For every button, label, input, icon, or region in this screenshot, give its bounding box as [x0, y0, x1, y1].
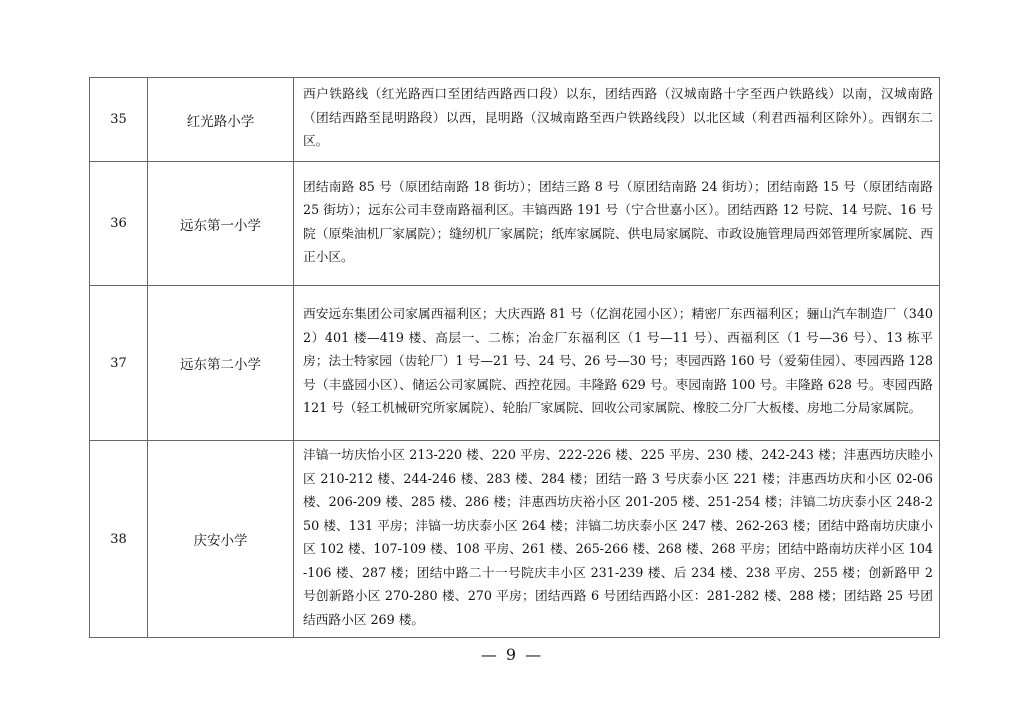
table-row [90, 78, 940, 162]
school-zone-table [89, 77, 940, 638]
zone-area-cell: 西户铁路线（红光路西口至团结西路西口段）以东，团结西路（汉城南路十字至西户铁路线）以南，汉城南路（团结西路至昆明路段）以西，昆明路（汉城南路至西户铁路线段）以北区域（利君西福利区除外）。西钢东二区。 [294, 78, 940, 162]
row-number-cell: 35 [90, 78, 148, 162]
zone-area-cell: 团结南路 85 号（原团结南路 18 街坊）；团结三路 8 号（原团结南路 24 街坊）；团结南路 15 号（原团结南路 25 街坊）；远东公司丰登南路福利区。丰镐西路 191 号（宁合世嘉小区）。团结西路 12 号院、14 号院、16 号院（原柴油机厂家属院）；缝纫机厂家属院；纸库家属院、供电局家属院、市政设施管理局西郊管理所家属院、西正小区。 [294, 162, 940, 286]
zone-area-cell: 沣镐一坊庆怡小区 213-220 楼、220 平房、222-226 楼、225 平房、230 楼、242-243 楼；沣惠西坊庆睦小区 210-212 楼、244-246 楼、283 楼、284 楼；团结一路 3 号庆泰小区 221 楼；沣惠西坊庆和小区 02-06 楼、206-209 楼、285 楼、286 楼；沣惠西坊庆裕小区 201-205 楼、251-254 楼；沣镐二坊庆泰小区 248-250 楼、131 平房；沣镐一坊庆泰小区 264 楼；沣镐二坊庆泰小区 247 楼、262-263 楼；团结中路南坊庆康小区 102 楼、107-109 楼、108 平房、261 楼、265-266 楼、268 楼、268 平房；团结中路南坊庆祥小区 104-106 楼、287 楼；团结中路二十一号院庆丰小区 231-239 楼、后 234 楼、238 平房、255 楼；创新路甲 2 号创新路小区 270-280 楼、270 平房；团结西路 6 号团结西路小区：281-282 楼、288 楼；团结路 25 号团结西路小区 269 楼。 [294, 441, 940, 638]
row-number-cell: 37 [90, 286, 148, 441]
school-name-cell: 远东第一小学 [148, 162, 294, 286]
table-row [90, 286, 940, 441]
row-number-cell: 38 [90, 441, 148, 638]
page-number: — 9 — [480, 645, 544, 664]
school-name-cell: 远东第二小学 [148, 286, 294, 441]
school-name-cell: 红光路小学 [148, 78, 294, 162]
row-number-cell: 36 [90, 162, 148, 286]
school-name-cell: 庆安小学 [148, 441, 294, 638]
table-row [90, 441, 940, 638]
zone-area-cell: 西安远东集团公司家属西福利区；大庆西路 81 号（亿润花园小区）；精密厂东西福利区；骊山汽车制造厂（3402）401 楼—419 楼、高层一、二栋；冶金厂东福利区（1 号—11 号）、西福利区（1 号—36 号）、13 栋平房；法士特家园（齿轮厂）1 号—21 号、24 号、26 号—30 号；枣园西路 160 号（爱菊佳园）、枣园西路 128 号（丰盛园小区）、储运公司家属院、西控花园。丰隆路 629 号。枣园南路 100 号。丰隆路 628 号。枣园西路 121 号（轻工机械研究所家属院）、轮胎厂家属院、回收公司家属院、橡胶二分厂大板楼、房地二分局家属院。 [294, 286, 940, 441]
table-row [90, 162, 940, 286]
